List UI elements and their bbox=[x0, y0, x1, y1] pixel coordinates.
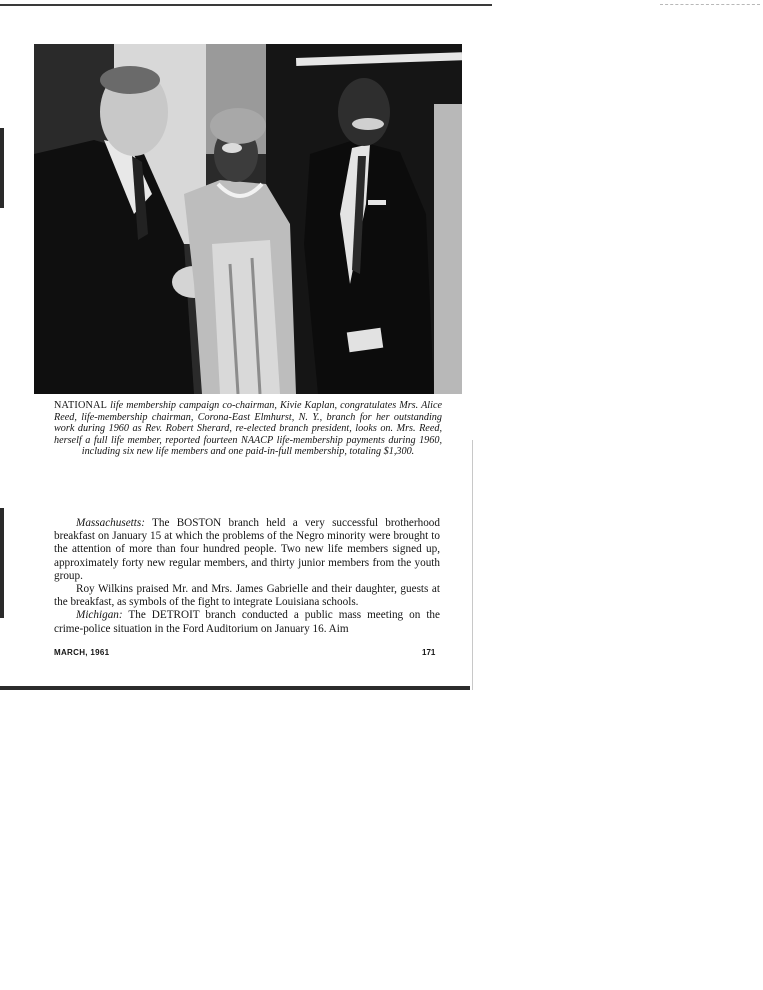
group-photograph bbox=[34, 44, 462, 394]
page-number: 171 bbox=[422, 648, 436, 657]
top-dotted-rule bbox=[660, 4, 760, 5]
state-heading-michigan: Michigan: bbox=[76, 609, 123, 622]
caption-lead: NATIONAL bbox=[54, 400, 108, 411]
bottom-rule bbox=[0, 686, 470, 690]
paragraph-michigan bbox=[54, 609, 440, 635]
left-margin-mark bbox=[0, 508, 4, 618]
paragraph-text: The DETROIT branch conducted a public mass meeting on the crime-police situation in the Ford Auditorium on January 16. Aim bbox=[54, 609, 440, 635]
paragraph-massachusetts bbox=[54, 517, 440, 583]
article-body bbox=[54, 517, 440, 636]
issue-date: MARCH, 1961 bbox=[54, 648, 110, 657]
paragraph-text: Roy Wilkins praised Mr. and Mrs. James Gabrielle and their daughter, guests at the breakfast, as symbols of the fight to integrate Louisiana schools. bbox=[54, 583, 440, 609]
left-margin-mark bbox=[0, 128, 4, 208]
photo-caption bbox=[54, 400, 442, 458]
state-heading-massachusetts: Massachusetts: bbox=[76, 517, 145, 529]
paragraph-text: The BOSTON branch held a very successful brotherhood breakfast on January 15 at which the problems of the Negro minority were brought to the attention of more than four hundred people. Two new life members signed up, approximately forty new regular members, and thirty junior members from the youth group. bbox=[54, 517, 440, 582]
right-margin-rule bbox=[472, 440, 473, 690]
top-rule bbox=[0, 4, 492, 6]
paragraph-wilkins bbox=[54, 583, 440, 609]
caption-text: life membership campaign co-chairman, Kivie Kaplan, congratulates Mrs. Alice Reed, life-membership chairman, Corona-East Elmhurst, N. Y., branch for her outstanding work during 1960 as Rev. Robert Sherard, re-elected branch president, looks on. Mrs. Reed, herself a full life member, reported fourteen NAACP life-membership payments during 1960, including six new life members and one paid-in-full membership, totaling $1,300. bbox=[54, 400, 442, 458]
